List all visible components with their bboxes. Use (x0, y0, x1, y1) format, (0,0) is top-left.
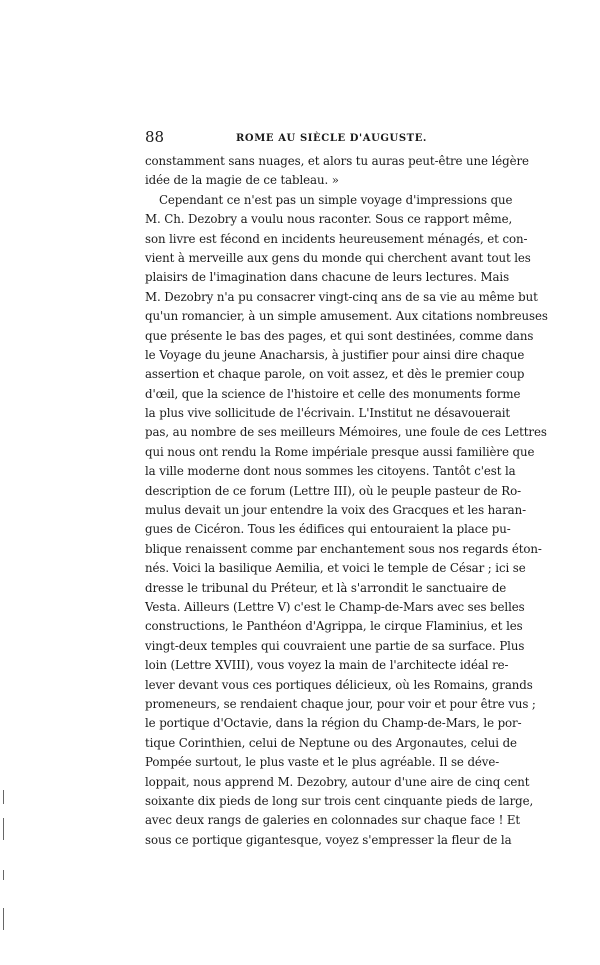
text-line: la ville moderne dont nous sommes les citoyens. Tantôt c'est la (145, 464, 516, 479)
text-line: M. Ch. Dezobry a voulu nous raconter. Sous ce rapport même, (145, 212, 513, 227)
text-line: sous ce portique gigantesque, voyez s'empresser la fleur de la (145, 832, 512, 847)
scan-margin-mark (3, 870, 4, 880)
text-line: loin (Lettre XVIII), vous voyez la main de l'architecte idéal re- (145, 658, 509, 673)
running-head: ROME AU SIÈCLE D'AUGUSTE. (236, 133, 428, 144)
text-line: le Voyage du jeune Anacharsis, à justifier pour ainsi dire chaque (145, 347, 525, 362)
text-line: le portique d'Octavie, dans la région du Champ-de-Mars, le por- (145, 716, 522, 731)
text-line: assertion et chaque parole, on voit assez, et dès le premier coup (145, 367, 525, 382)
text-line: constructions, le Panthéon d'Agrippa, le cirque Flaminius, et les (145, 619, 523, 634)
text-line: vingt-deux temples qui couvraient une partie de sa surface. Plus (145, 638, 525, 653)
text-line: pas, au nombre de ses meilleurs Mémoires, une foule de ces Lettres (145, 425, 547, 440)
text-line: Vesta. Ailleurs (Lettre V) c'est le Champ-de-Mars avec ses belles (145, 599, 525, 614)
text-line: loppait, nous apprend M. Dezobry, autour d'une aire de cinq cent (145, 774, 530, 789)
text-line: Pompée surtout, le plus vaste et le plus agréable. Il se déve- (145, 755, 500, 770)
body-text (145, 152, 548, 850)
text-line: que présente le bas des pages, et qui sont destinées, comme dans (145, 328, 534, 343)
text-line: promeneurs, se rendaient chaque jour, pour voir et pour être vus ; (145, 696, 536, 711)
text-line: d'œil, que la science de l'histoire et celle des monuments forme (145, 386, 521, 401)
text-line: lever devant vous ces portiques délicieux, où les Romains, grands (145, 677, 533, 692)
scan-margin-mark (3, 908, 4, 930)
scan-margin-mark (3, 790, 4, 804)
text-line: soixante dix pieds de long sur trois cent cinquante pieds de large, (145, 793, 534, 808)
text-line: blique renaissent comme par enchantement sous nos regards éton- (145, 541, 542, 556)
text-line: qui nous ont rendu la Rome impériale presque aussi familière que (145, 444, 535, 459)
text-line: plaisirs de l'imagination dans chacune de leurs lectures. Mais (145, 270, 510, 285)
text-line: dresse le tribunal du Préteur, et là s'arrondit le sanctuaire de (145, 580, 507, 595)
text-line: qu'un romancier, à un simple amusement. Aux citations nombreuses (145, 309, 548, 324)
text-line: idée de la magie de ce tableau. » (145, 173, 339, 188)
text-line: tique Corinthien, celui de Neptune ou des Argonautes, celui de (145, 735, 517, 750)
text-line: Cependant ce n'est pas un simple voyage d'impressions que (159, 192, 513, 207)
text-line: M. Dezobry n'a pu consacrer vingt-cinq ans de sa vie au même but (145, 289, 538, 304)
page-number: 88 (145, 128, 165, 146)
text-line: son livre est fécond en incidents heureusement ménagés, et con- (145, 231, 528, 246)
text-line: nés. Voici la basilique Aemilia, et voici le temple de César ; ici se (145, 561, 526, 576)
scan-margin-mark (3, 818, 4, 840)
text-line: gues de Cicéron. Tous les édifices qui entouraient la place pu- (145, 522, 511, 537)
text-line: la plus vive sollicitude de l'écrivain. L'Institut ne désavouerait (145, 406, 511, 421)
text-line: vient à merveille aux gens du monde qui cherchent avant tout les (145, 250, 531, 265)
text-line: avec deux rangs de galeries en colonnades sur chaque face ! Et (145, 813, 521, 828)
text-line: constamment sans nuages, et alors tu auras peut-être une légère (145, 154, 529, 168)
text-line: description de ce forum (Lettre III), où le peuple pasteur de Ro- (145, 483, 521, 498)
text-line: mulus devait un jour entendre la voix des Gracques et les haran- (145, 503, 526, 518)
